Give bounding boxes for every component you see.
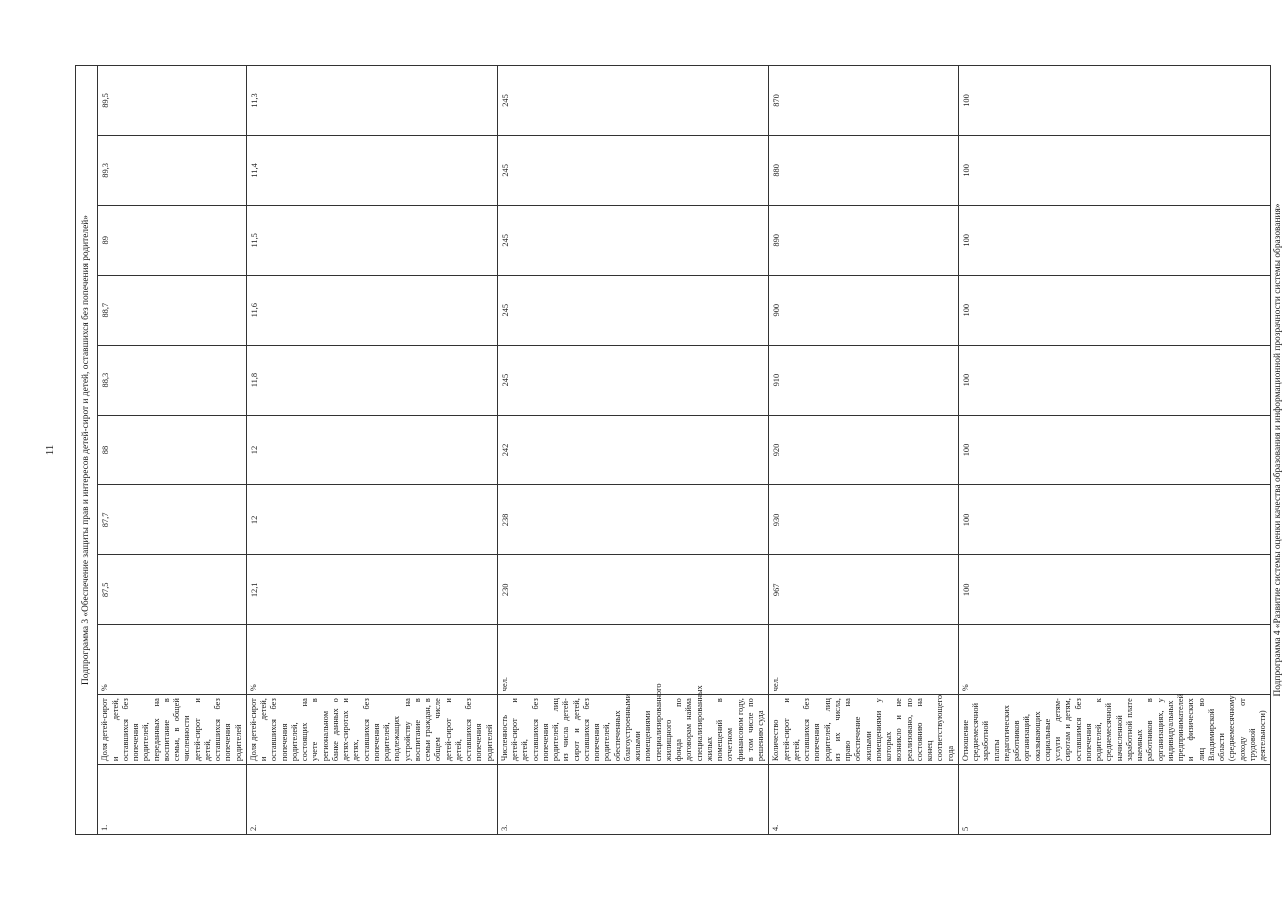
row-number: 4. xyxy=(769,765,959,835)
table-row xyxy=(497,66,769,835)
row-number: 1. xyxy=(98,765,247,835)
row-number: 5 xyxy=(958,765,1271,835)
value-cell: 930 xyxy=(769,485,959,555)
value-cell: 12,1 xyxy=(246,555,497,625)
value-cell: 245 xyxy=(497,135,769,205)
value-cell: 100 xyxy=(958,66,1271,136)
unit-cell: % xyxy=(98,625,247,695)
value-cell: 12 xyxy=(246,485,497,555)
subprogram-3-title: Подпрограмма 3 «Обеспечение защиты прав и интересов детей-сирот и детей, оставшихся без попечения родителей» xyxy=(76,66,98,835)
value-cell: 245 xyxy=(497,345,769,415)
value-cell: 245 xyxy=(497,66,769,136)
value-cell: 12 xyxy=(246,415,497,485)
value-cell: 880 xyxy=(769,135,959,205)
table-row xyxy=(769,66,959,835)
indicators-table xyxy=(75,65,1271,835)
value-cell: 88,3 xyxy=(98,345,247,415)
value-cell: 11,3 xyxy=(246,66,497,136)
value-cell: 88,7 xyxy=(98,275,247,345)
indicator-description: Отношение среднемесячной заработной платы педагогических работников организаций, оказывающих социальные услуги детям-сиротам и детям, оставшимся без попечения родителей, к среднемесячной начисленной заработной плате наемных работников в организациях, у индивидуальных предпринимателей и физических лиц во Владимирской области (среднемесячному доходу от трудовой деятельности) xyxy=(958,695,1271,765)
unit-cell: % xyxy=(958,625,1271,695)
value-cell: 88 xyxy=(98,415,247,485)
value-cell: 245 xyxy=(497,205,769,275)
page-number: 11 xyxy=(44,444,56,456)
row-number: 3. xyxy=(497,765,769,835)
unit-cell: чел. xyxy=(769,625,959,695)
value-cell: 100 xyxy=(958,345,1271,415)
table-row xyxy=(958,66,1271,835)
value-cell: 11,5 xyxy=(246,205,497,275)
value-cell: 910 xyxy=(769,345,959,415)
value-cell: 920 xyxy=(769,415,959,485)
value-cell: 890 xyxy=(769,205,959,275)
value-cell: 100 xyxy=(958,485,1271,555)
value-cell: 87,5 xyxy=(98,555,247,625)
indicator-description: Численность детей-сирот и детей, оставшихся без попечения родителей, лиц из числа детей-сирот и детей, оставшихся без попечения родителей, обеспеченных благоустроенными жилыми помещениями специализированного жилищного фонда по договорам найма специализированных жилых помещений в отчетном финансовом году, в том числе по решению суда xyxy=(497,695,769,765)
value-cell: 245 xyxy=(497,275,769,345)
value-cell: 87,7 xyxy=(98,485,247,555)
indicator-description: Доля детей-сирот и детей, оставшихся без попечения родителей, состоящих на учете в региональном банке данных о детях-сиротах и детях, оставшихся без попечения родителей, подлежащих устройству на воспитание в семьи граждан, в общем числе детей-сирот и детей, оставшихся без попечения родителей xyxy=(246,695,497,765)
landscape-content xyxy=(75,65,1283,835)
value-cell: 967 xyxy=(769,555,959,625)
value-cell: 89,5 xyxy=(98,66,247,136)
table-row xyxy=(246,66,497,835)
subprogram-4-title: Подпрограмма 4 «Развитие системы оценки качества образования и информационной прозрачности системы образования» xyxy=(1273,203,1283,697)
value-cell: 100 xyxy=(958,275,1271,345)
row-number: 2. xyxy=(246,765,497,835)
value-cell: 900 xyxy=(769,275,959,345)
value-cell: 11,6 xyxy=(246,275,497,345)
value-cell: 100 xyxy=(958,555,1271,625)
value-cell: 100 xyxy=(958,135,1271,205)
unit-cell: чел. xyxy=(497,625,769,695)
value-cell: 11,8 xyxy=(246,345,497,415)
unit-cell: % xyxy=(246,625,497,695)
value-cell: 100 xyxy=(958,205,1271,275)
rotated-page xyxy=(75,65,1283,835)
value-cell: 230 xyxy=(497,555,769,625)
value-cell: 870 xyxy=(769,66,959,136)
value-cell: 238 xyxy=(497,485,769,555)
value-cell: 89,3 xyxy=(98,135,247,205)
value-cell: 100 xyxy=(958,415,1271,485)
table-row xyxy=(98,66,247,835)
indicator-description: Количество детей-сирот и детей, оставшихся без попечения родителей, лиц из их числа, право на обеспечение жилыми помещениями у которых возникло и не реализовано, по состоянию на конец соответствующего года xyxy=(769,695,959,765)
value-cell: 242 xyxy=(497,415,769,485)
value-cell: 11,4 xyxy=(246,135,497,205)
indicator-description: Доля детей-сирот и детей, оставшихся без попечения родителей, переданных на воспитание в семьи, в общей численности детей-сирот и детей, оставшихся без попечения родителей xyxy=(98,695,247,765)
value-cell: 89 xyxy=(98,205,247,275)
